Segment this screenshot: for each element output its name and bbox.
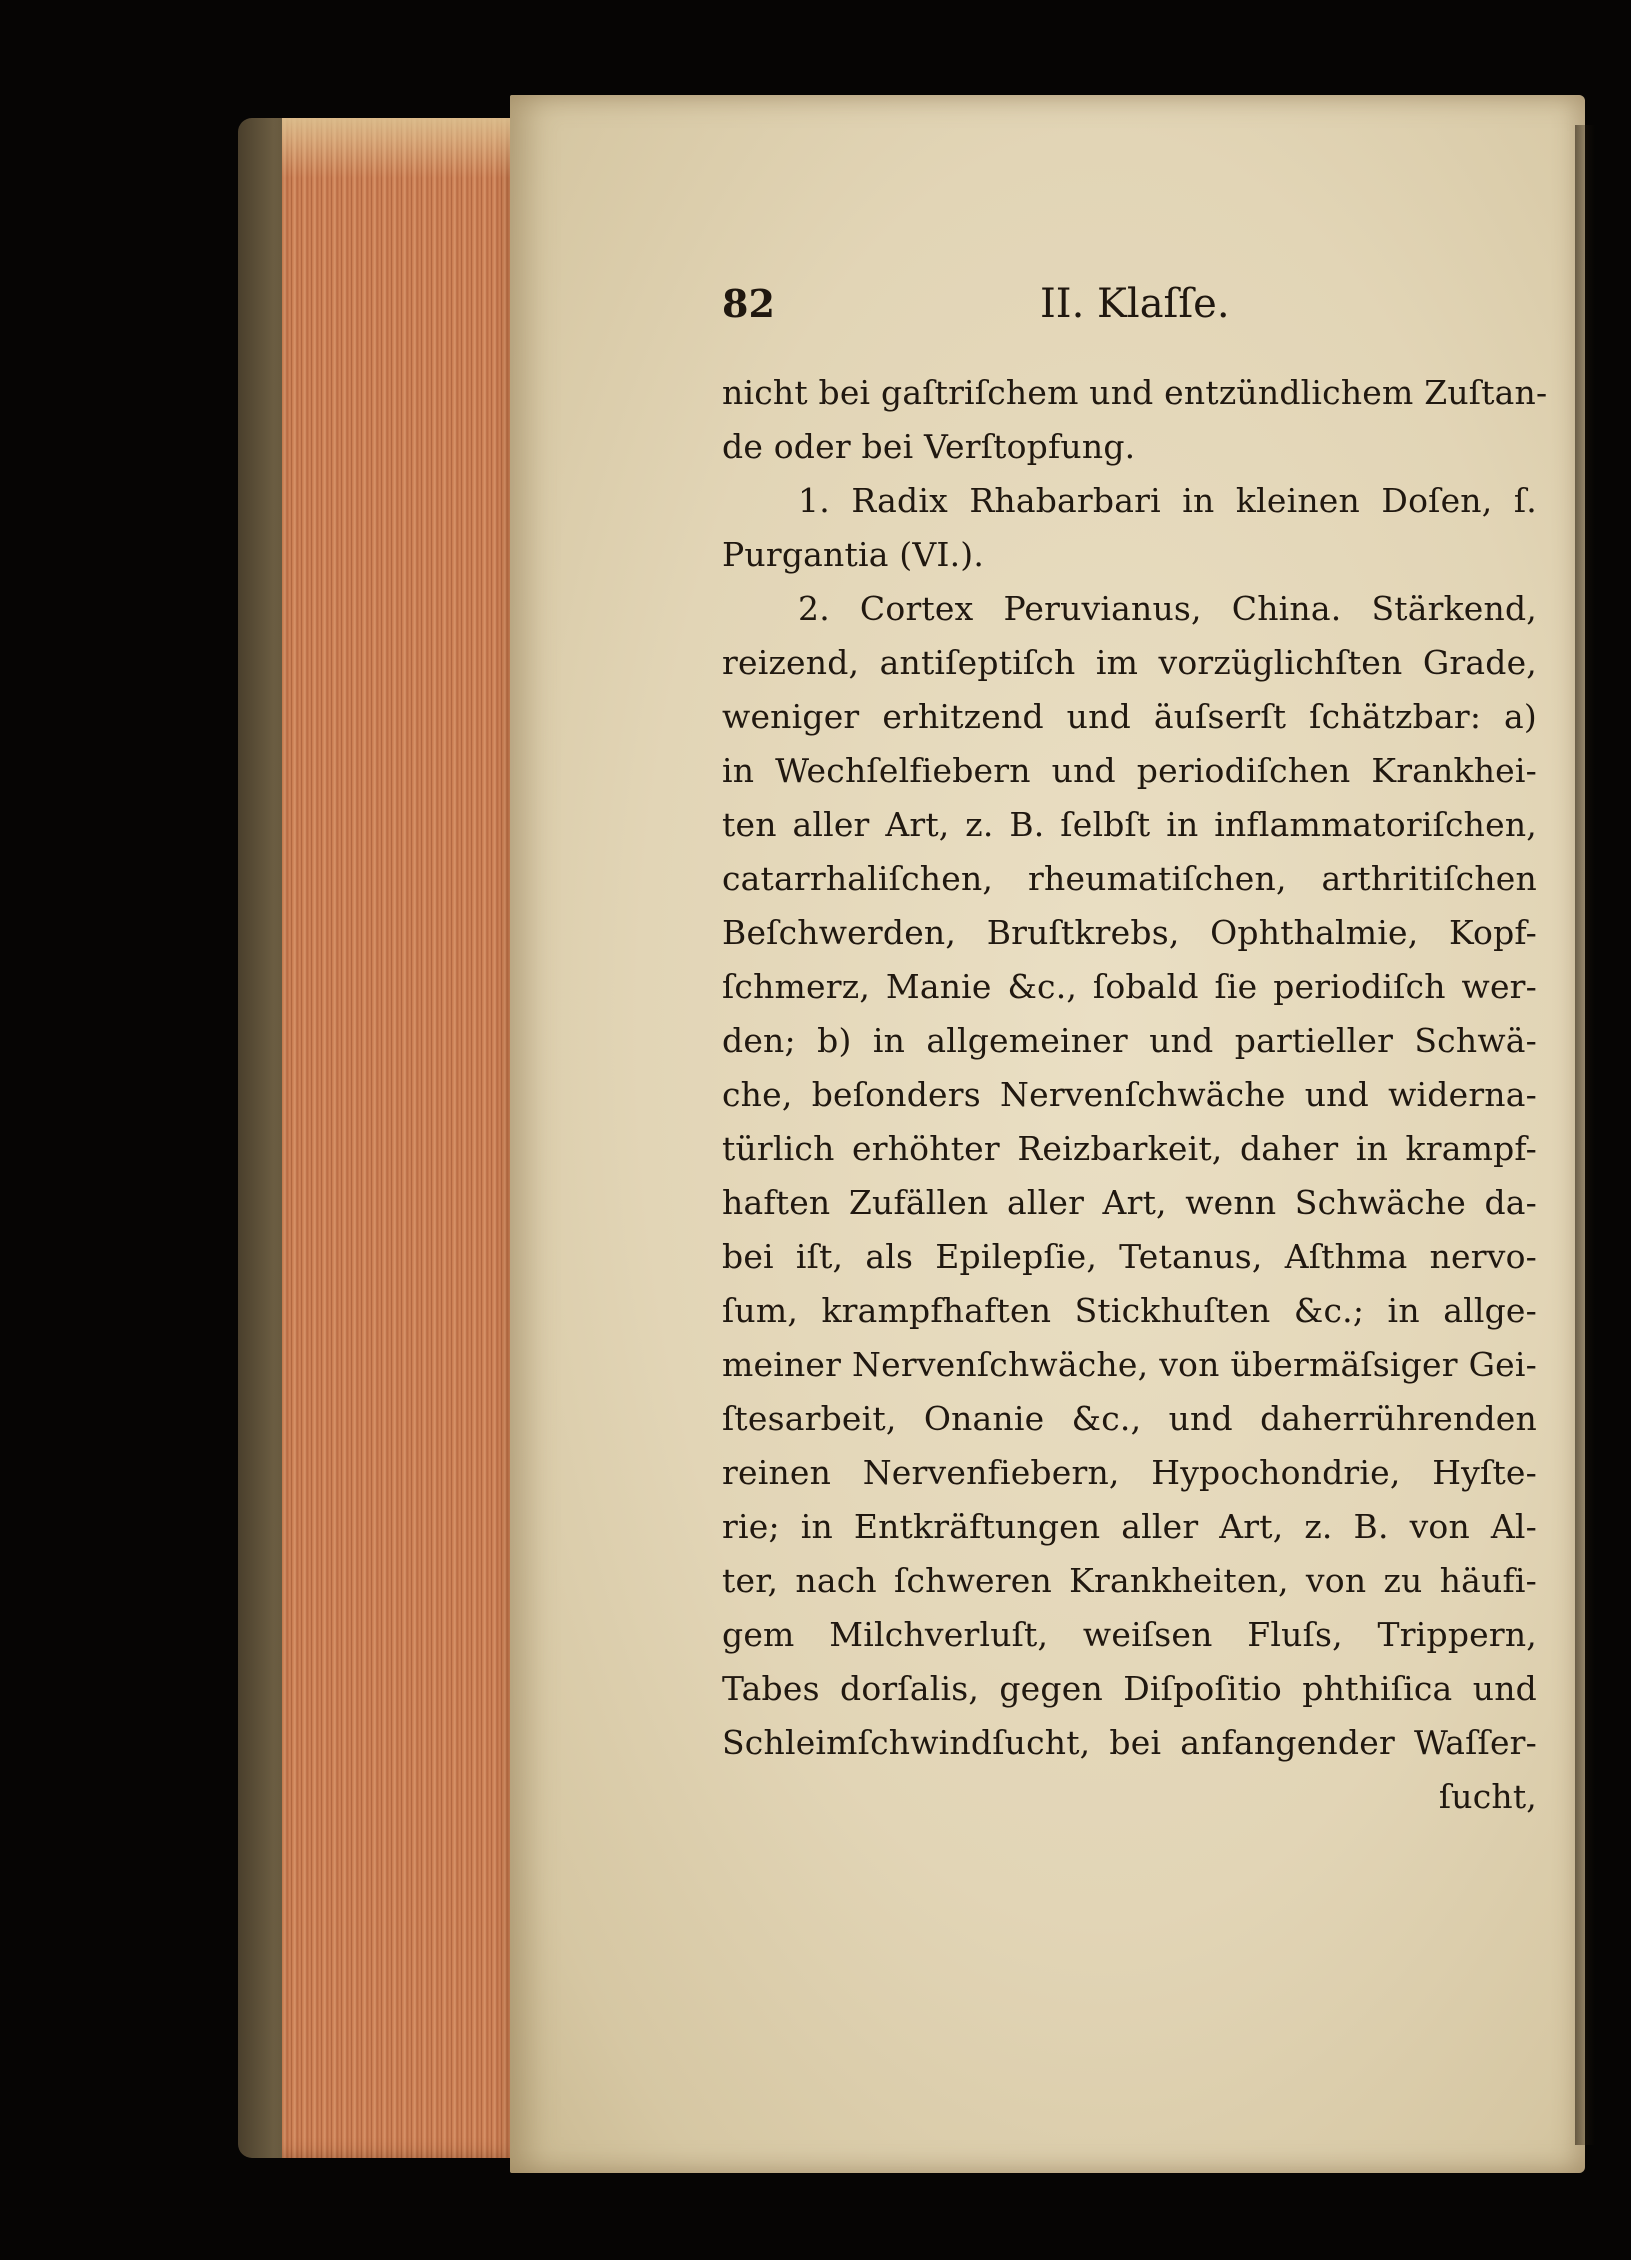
text-line: in Wechſelfiebern und periodiſchen Krankhei- [722,751,1537,790]
text-line: de oder bei Verſtopfung. [722,427,1136,466]
text-line: ſtesarbeit, Onanie &c., und daherrührenden [722,1399,1537,1438]
text-line: bei iſt, als Epilepſie, Tetanus, Aſthma nervo- [722,1237,1537,1276]
text-line-catchword: ſucht, [1438,1777,1537,1816]
text-line: Schleimſchwindſucht, bei anfangender Waſſer- [722,1723,1537,1762]
text-line: rie; in Entkräftungen aller Art, z. B. von Al- [722,1507,1537,1546]
body-text [722,366,1548,1824]
text-line: Tabes dorſalis, gegen Diſpoſitio phthiſica und [722,1669,1537,1708]
text-line: che, beſonders Nervenſchwäche und widerna- [722,1075,1537,1114]
text-line: gem Milchverluſt, weiſsen Fluſs, Trippern, [722,1615,1537,1654]
text-line: nicht bei gaſtriſchem und entzündlichem Zuſtan- [722,373,1548,412]
page-edge-highlight [282,118,522,178]
text-line: haften Zufällen aller Art, wenn Schwäche da- [722,1183,1537,1222]
page-gutter-shadow [1575,125,1595,2145]
text-line: türlich erhöhter Reizbarkeit, daher in krampf- [722,1129,1537,1168]
text-line: catarrhaliſchen, rheumatiſchen, arthritiſchen [722,859,1537,898]
text-line: Purgantia (VI.). [722,535,985,574]
page-header [722,281,1522,331]
page-edge-stack [282,118,522,2158]
page-number: 82 [722,281,775,326]
text-line: reinen Nervenfiebern, Hypochondrie, Hyſte- [722,1453,1537,1492]
text-line: weniger erhitzend und äuſserſt ſchätzbar: a) [722,697,1537,736]
text-line: reizend, antiſeptiſch im vorzüglichſten Grade, [722,643,1537,682]
text-line: meiner Nervenſchwäche, von übermäſsiger Gei- [722,1345,1537,1384]
text-line: ſchmerz, Manie &c., ſobald ſie periodiſch wer- [722,967,1537,1006]
text-line: 1. Radix Rhabarbari in kleinen Doſen, ſ. [798,481,1537,520]
text-line: ten aller Art, z. B. ſelbſt in inflammatoriſchen, [722,805,1537,844]
running-head: II. Klaſſe. [1040,281,1230,327]
text-line: ter, nach ſchweren Krankheiten, von zu häufi- [722,1561,1537,1600]
text-line: Beſchwerden, Bruſtkrebs, Ophthalmie, Kopf- [722,913,1537,952]
text-line: ſum, krampfhaften Stickhuſten &c.; in allge- [722,1291,1537,1330]
text-line: 2. Cortex Peruvianus, China. Stärkend, [798,589,1537,628]
text-line: den; b) in allgemeiner und partieller Schwä- [722,1021,1537,1060]
